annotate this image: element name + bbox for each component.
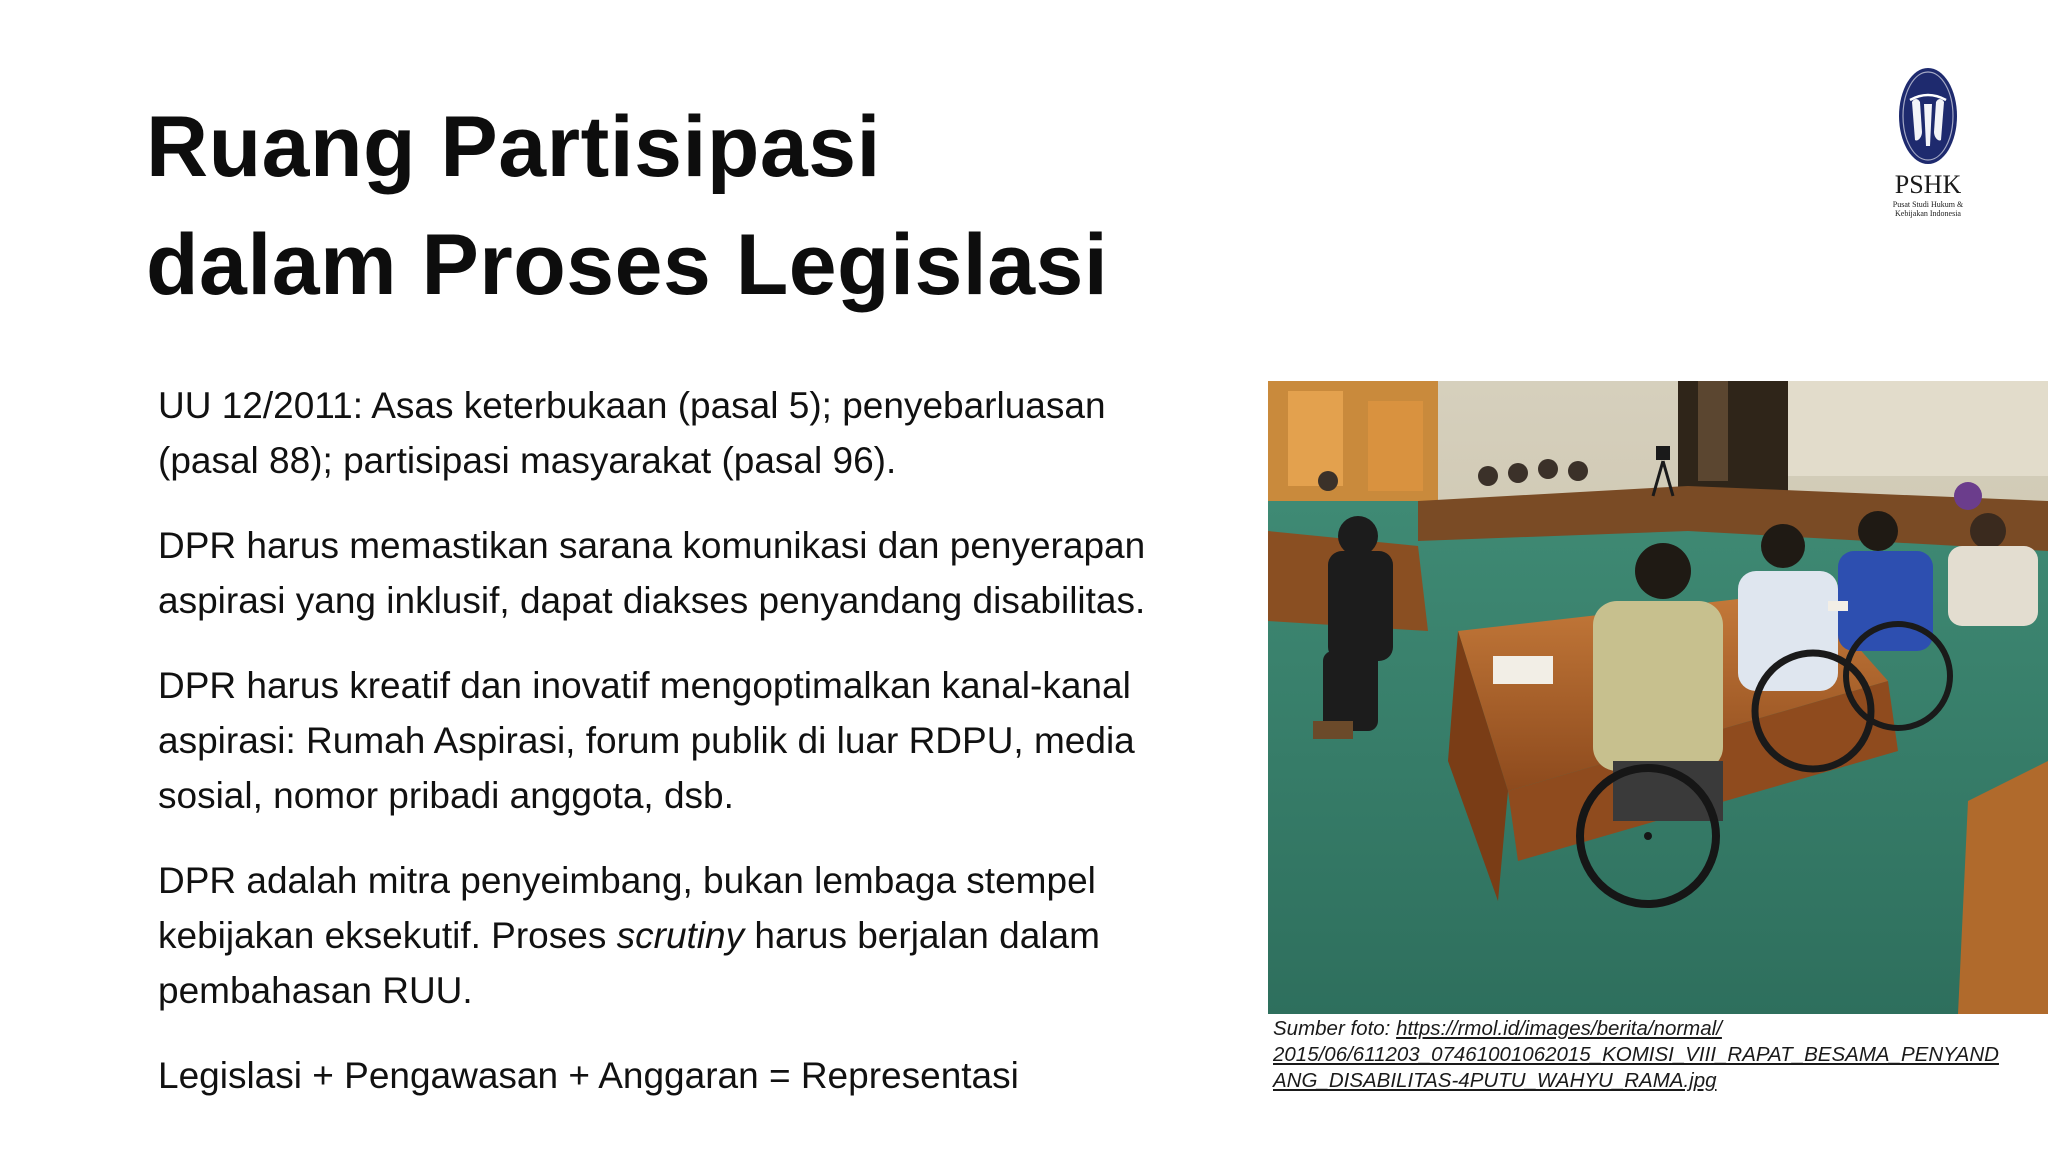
paragraph-line [158,908,1238,963]
caption-source-link[interactable]: ANG_DISABILITAS-4PUTU_WAHYU_RAMA.jpg [1273,1069,1717,1092]
paragraph-scrutiny [158,853,1238,1018]
paragraph-line: sosial, nomor pribadi anggota, dsb. [158,775,734,816]
paragraph-line: UU 12/2011: Asas keterbukaan (pasal 5); penyebarluasan [158,385,1106,426]
logo-subtitle-line-1: Pusat Studi Hukum & [1892,200,1964,209]
paragraph-text: kebijakan eksekutif. Proses [158,915,617,956]
paragraph-line: DPR harus kreatif dan inovatif mengoptimalkan kanal-kanal [158,665,1131,706]
paragraph-line: aspirasi yang inklusif, dapat diakses penyandang disabilitas. [158,580,1146,621]
paragraph-inclusive-access [158,518,1238,628]
paragraph-line: aspirasi: Rumah Aspirasi, forum publik di luar RDPU, media [158,720,1135,761]
emphasis-scrutiny: scrutiny [616,915,745,956]
paragraph-line: pembahasan RUU. [158,970,473,1011]
slide-title-line-1: Ruang Partisipasi [146,99,881,195]
meeting-room-wheelchair-photo [1268,381,2048,1014]
paragraph-aspiration-channels [158,658,1238,823]
logo-subtitle-line-2: Kebijakan Indonesia [1895,209,1961,218]
paragraph-line: DPR adalah mitra penyeimbang, bukan lembaga stempel [158,860,1096,901]
pshk-emblem-icon [1880,62,1976,168]
caption-source-link[interactable]: https://rmol.id/images/berita/normal/ [1396,1017,1722,1040]
paragraph-legal-basis [158,378,1238,488]
caption-line-1 [1273,1016,2043,1042]
paragraph-text: harus berjalan dalam [744,915,1100,956]
photo-caption [1273,1016,2043,1094]
logo-subtitle [1880,200,1976,218]
caption-prefix: Sumber foto: [1273,1017,1397,1040]
pshk-logo [1880,62,1976,222]
caption-source-link[interactable]: 2015/06/611203_07461001062015_KOMISI_VIII_RAPAT_BESAMA_PENYAND [1273,1043,1999,1066]
slide-body [158,378,1238,1133]
paragraph-line: (pasal 88); partisipasi masyarakat (pasal 96). [158,440,897,481]
paragraph-line: Legislasi + Pengawasan + Anggaran = Representasi [158,1055,1019,1096]
photo-illustration [1268,381,2048,1014]
paragraph-formula [158,1048,1238,1103]
slide-title-line-2: dalam Proses Legislasi [146,217,1109,313]
logo-name: PSHK [1894,170,1962,199]
slide-title [146,88,1146,324]
paragraph-line: DPR harus memastikan sarana komunikasi dan penyerapan [158,525,1146,566]
